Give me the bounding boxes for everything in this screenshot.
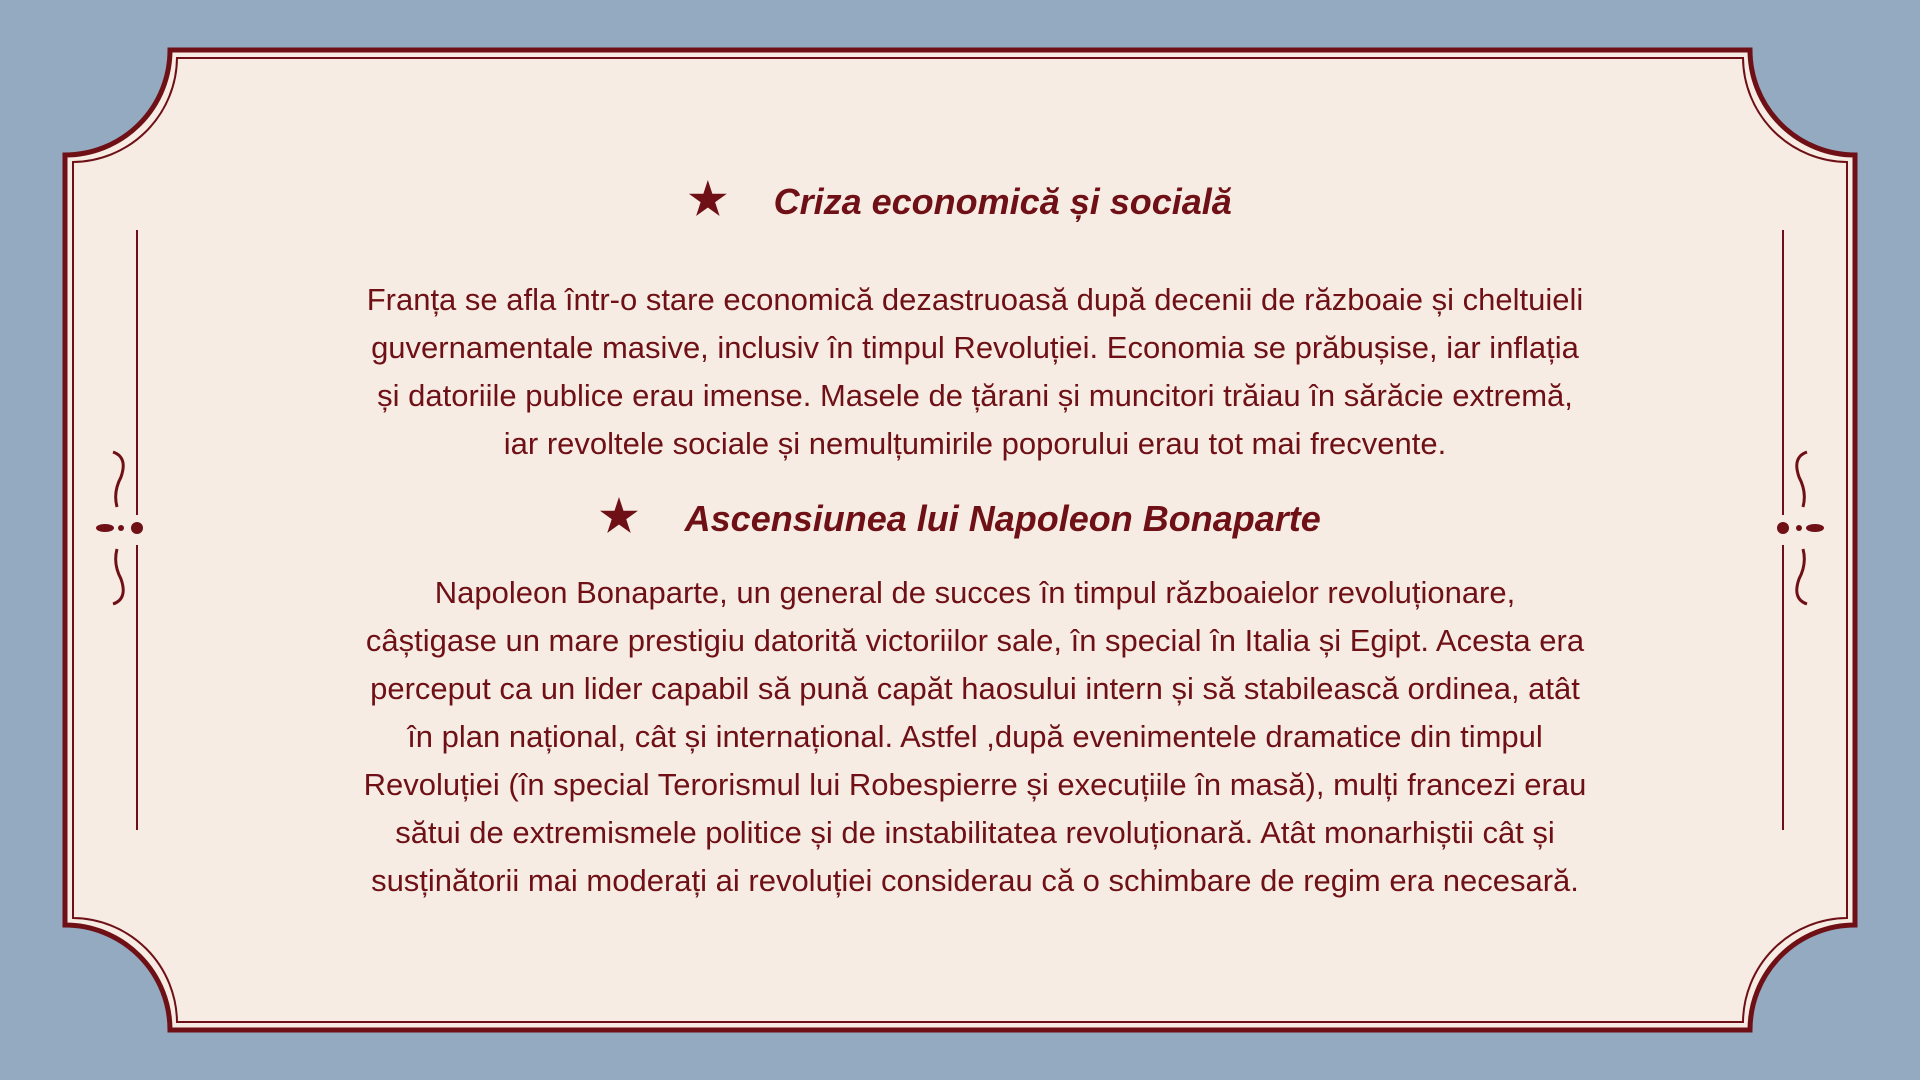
section-title: Ascensiunea lui Napoleon Bonaparte	[684, 498, 1321, 539]
text-line: în plan național, cât și internațional. Astfel ,după evenimentele dramatice din timpul	[407, 719, 1543, 754]
text-line: guvernamentale masive, inclusiv în timpul Revoluției. Economia se prăbușise, iar inflația	[371, 330, 1579, 365]
text-line: Napoleon Bonaparte, un general de succes în timpul războaielor revoluționare,	[434, 575, 1516, 610]
section-body-economic-crisis	[0, 276, 1920, 468]
section-body-napoleon-rise	[0, 569, 1920, 905]
text-line: perceput ca un lider capabil să pună capăt haosului intern și să stabilească ordinea, atât	[370, 671, 1580, 706]
text-line: Revoluției (în special Terorismul lui Robespierre și execuțiile în masă), mulți francezi erau	[363, 767, 1587, 802]
section-title: Criza economică și socială	[773, 181, 1232, 222]
text-line: câștigase un mare prestigiu datorită victoriilor sale, în special în Italia și Egipt. Acesta era	[365, 623, 1585, 658]
section-heading-economic-crisis	[0, 174, 1920, 225]
star-icon: ★	[599, 492, 639, 541]
text-line: susținătorii mai moderați ai revoluției considerau că o schimbare de regim era necesară.	[371, 863, 1579, 898]
section-heading-napoleon-rise	[0, 491, 1920, 542]
text-line: și datoriile publice erau imense. Masele de țărani și muncitori trăiau în sărăcie extremă,	[377, 378, 1573, 413]
star-icon: ★	[688, 175, 728, 224]
text-line: sătui de extremismele politice și de instabilitatea revoluționară. Atât monarhiștii cât și	[395, 815, 1555, 850]
text-line: Franța se afla într-o stare economică dezastruoasă după decenii de războaie și cheltuieli	[366, 282, 1584, 317]
text-line: iar revoltele sociale și nemulțumirile poporului erau tot mai frecvente.	[503, 426, 1447, 461]
